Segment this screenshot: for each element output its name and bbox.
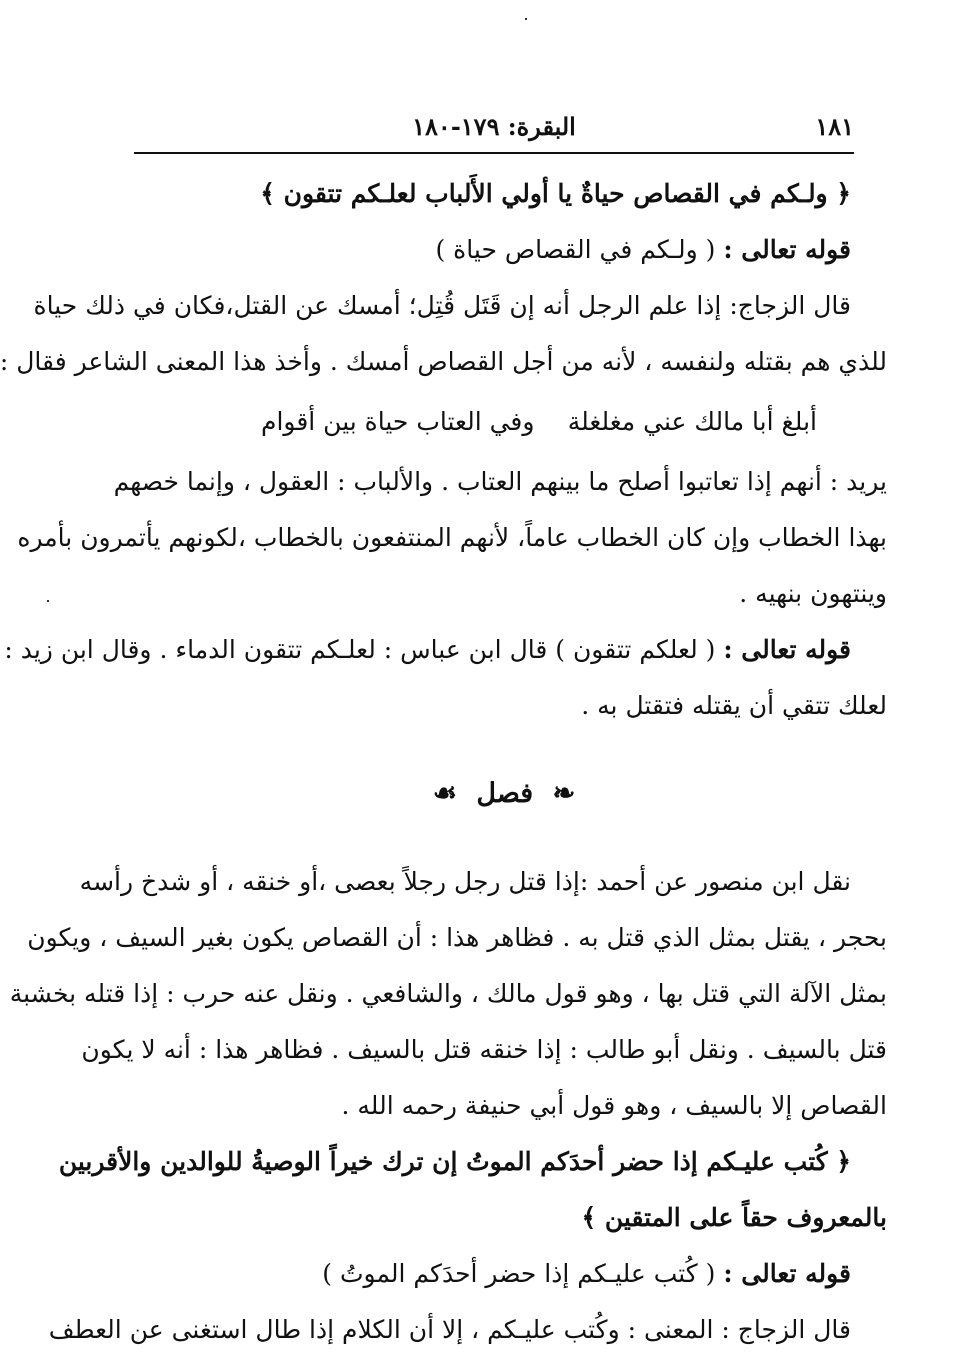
paragraph-line: القصاص إلا بالسيف ، وهو قول أبي حنيفة رحمه الله . [341, 1091, 887, 1120]
poem-second-hemistich: وفي العتاب حياة بين أقوام [261, 407, 535, 436]
verse-180-line: ﴿ كُتب عليـكم إذا حضر أحدَكم الموتُ إن ترك خيراً الوصيةُ للوالدين والأقربين [58, 1147, 851, 1176]
paragraph-line: قال الزجاج: إذا علم الرجل أنه إن قَتَل قُتِل؛ أمسك عن القتل،فكان في ذلك حياة [33, 291, 851, 320]
poetry-verse [121, 390, 887, 454]
commentary-heading-2 [4, 622, 887, 678]
paragraph-line: يريد : أنهم إذا تعاتبوا أصلح ما بينهم العتاب . والألباب : العقول ، وإنما خصهم [113, 467, 887, 496]
commentary-lead: قوله تعالى : [723, 635, 851, 664]
paragraph-line: للذي هم بقتله ولنفسه ، لأنه من أجل القصاص أمسك . وأخذ هذا المعنى الشاعر فقال : [0, 347, 887, 376]
verse-180-line: بالمعروف حقاً على المتقين ﴾ [581, 1203, 887, 1232]
scan-speck [47, 600, 49, 602]
ornament-right-icon: ❧ [552, 778, 576, 809]
commentary-lead: قوله تعالى : [723, 235, 851, 264]
page-number: ١٨١ [815, 112, 854, 141]
paragraph-line: نقل ابن منصور عن أحمد :إذا قتل رجل رجلاً بعصى ،أو خنقه ، أو شدخ رأسه [79, 867, 851, 896]
commentary-quote: ( كُتب عليـكم إذا حضر أحدَكم الموتُ ) [322, 1259, 716, 1288]
commentary-heading-3 [121, 1246, 887, 1302]
paragraph-line: بمثل الآلة التي قتل بها ، وهو قول مالك ، والشافعي . ونقل عنه حرب : إذا قتله بخشبة [9, 979, 887, 1008]
header-rule [134, 152, 854, 154]
running-head: البقرة: ١٧٩-١٨٠ [412, 112, 576, 141]
ornament-left-icon: ☙ [432, 778, 457, 809]
commentary-quote: ( ولـكم في القصاص حياة ) [435, 235, 716, 264]
paragraph-line: بحجر ، يقتل بمثل الذي قتل به . فظاهر هذا : أن القصاص يكون بغير السيف ، ويكون [27, 923, 887, 952]
commentary-text: ( لعلكم تتقون ) قال ابن عباس : لعلـكم تتقون الدماء . وقال ابن زيد : [4, 635, 716, 664]
verse-179: ﴿ ولـكم في القصاص حياةٌ يا أولي الأَلباب لعلـكم تتقون ﴾ [260, 179, 851, 208]
poem-first-hemistich: أبلغ أبا مالك عني مغلغلة [567, 407, 817, 436]
paragraph-line: قال الزجاج : المعنى : وكُتب عليـكم ، إلا أن الكلام إذا طال استغنى عن العطف [48, 1315, 851, 1344]
paragraph-line: بهذا الخطاب وإن كان الخطاب عاماً، لأنهم المنتفعون بالخطاب ،لكونهم يأتمرون بأمره [17, 523, 887, 552]
page-header [134, 112, 854, 148]
commentary-lead: قوله تعالى : [723, 1259, 851, 1288]
section-heading [121, 754, 887, 834]
scan-speck [525, 18, 527, 20]
page-body [0, 166, 887, 1358]
commentary-heading-1 [121, 222, 887, 278]
paragraph-line: وينتهون بنهيه . [739, 579, 887, 608]
paragraph-line: لعلك تتقي أن يقتله فتقتل به . [581, 691, 887, 720]
paragraph-line: قتل بالسيف . ونقل أبو طالب : إذا خنقه قتل بالسيف . فظاهر هذا : أنه لا يكون [81, 1035, 887, 1064]
section-heading-text: فصل [476, 778, 534, 809]
